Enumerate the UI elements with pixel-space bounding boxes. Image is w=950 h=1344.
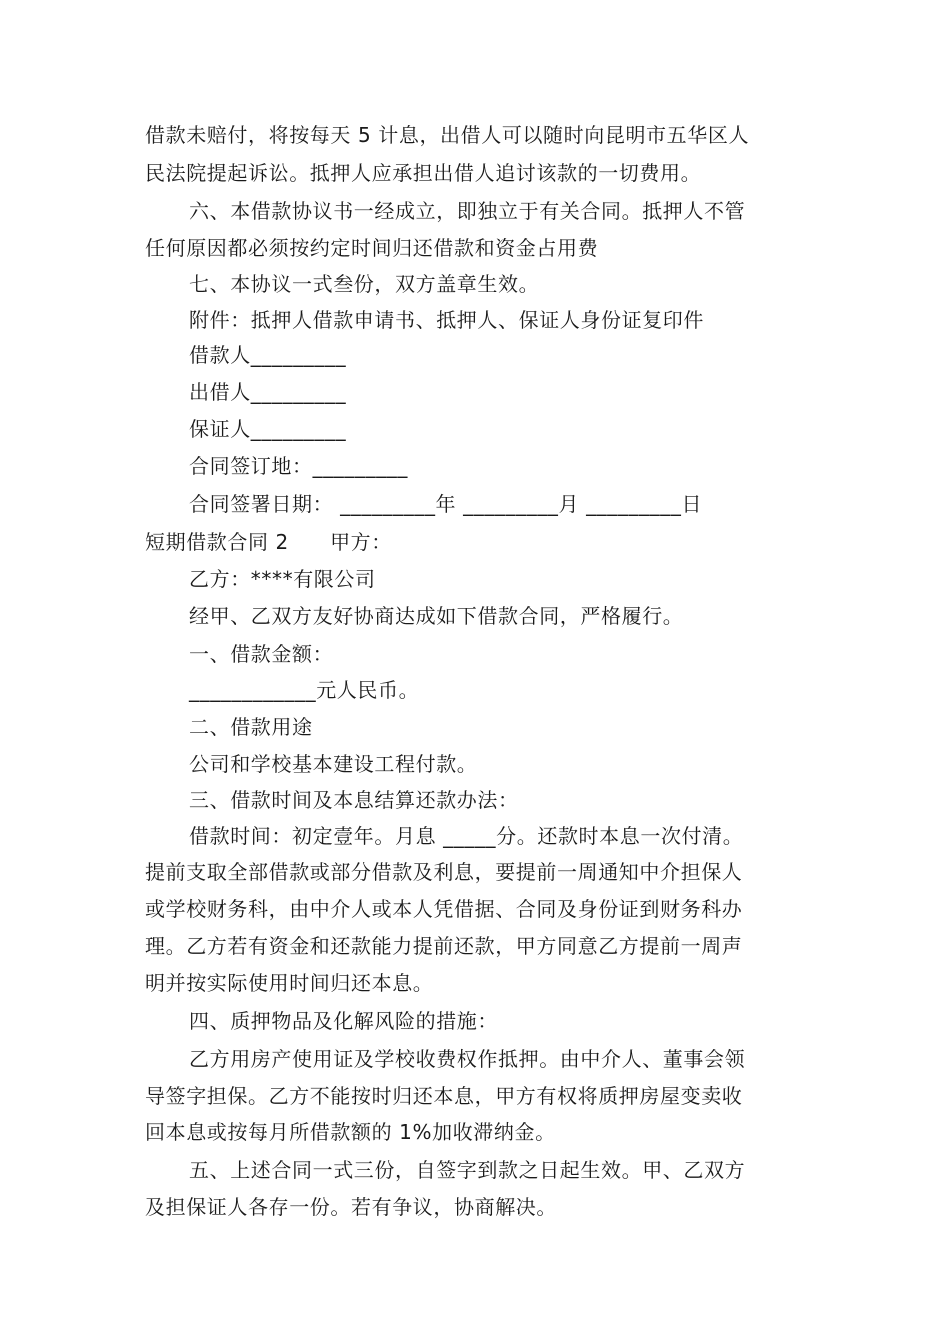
text-line: 借款未赔付，将按每天 5 计息，出借人可以随时向昆明市五华区人 bbox=[145, 123, 750, 147]
text-line: ____________元人民币。 bbox=[189, 678, 420, 702]
section-heading: 三、借款时间及本息结算还款办法： bbox=[189, 788, 519, 812]
section-heading: 二、借款用途 bbox=[189, 715, 313, 739]
contract-title: 短期借款合同 2 甲方： bbox=[145, 530, 392, 554]
text-line: 明并按实际使用时间归还本息。 bbox=[145, 971, 434, 995]
text-line: 回本息或按每月所借款额的 1%加收滞纳金。 bbox=[145, 1120, 556, 1144]
text-line: 六、本借款协议书一经成立，即独立于有关合同。抵押人不管 bbox=[189, 199, 746, 223]
section-heading: 一、借款金额： bbox=[189, 642, 334, 666]
text-line: 导签字担保。乙方不能按时归还本息，甲方有权将质押房屋变卖收 bbox=[145, 1084, 743, 1108]
text-line: 任何原因都必须按约定时间归还借款和资金占用费 bbox=[145, 236, 599, 260]
text-line: 乙方用房产使用证及学校收费权作抵押。由中介人、董事会领 bbox=[189, 1047, 746, 1071]
text-line: 及担保证人各存一份。若有争议，协商解决。 bbox=[145, 1195, 557, 1219]
text-line: 五、上述合同一式三份，自签字到款之日起生效。甲、乙双方 bbox=[189, 1158, 746, 1182]
signing-place-line: 合同签订地：_________ bbox=[189, 454, 408, 478]
signature-line-guarantor: 保证人_________ bbox=[189, 417, 347, 441]
text-line: 附件：抵押人借款申请书、抵押人、保证人身份证复印件 bbox=[189, 308, 704, 332]
text-line: 借款时间：初定壹年。月息 _____分。还款时本息一次付清。 bbox=[189, 824, 744, 848]
text-line: 乙方：****有限公司 bbox=[189, 567, 376, 591]
text-line: 经甲、乙双方友好协商达成如下借款合同，严格履行。 bbox=[189, 604, 684, 628]
signature-line-borrower: 借款人_________ bbox=[189, 343, 347, 367]
text-line: 提前支取全部借款或部分借款及利息，要提前一周通知中介担保人 bbox=[145, 860, 743, 884]
text-line: 民法院提起诉讼。抵押人应承担出借人追讨该款的一切费用。 bbox=[145, 161, 702, 185]
text-line: 理。乙方若有资金和还款能力提前还款，甲方同意乙方提前一周声 bbox=[145, 934, 743, 958]
signature-line-lender: 出借人_________ bbox=[189, 380, 347, 404]
section-heading: 四、质押物品及化解风险的措施： bbox=[189, 1009, 498, 1033]
text-line: 公司和学校基本建设工程付款。 bbox=[189, 752, 478, 776]
signing-date-line: 合同签署日期： _________年 _________月 _________日 bbox=[189, 492, 703, 516]
text-line: 七、本协议一式叁份，双方盖章生效。 bbox=[189, 272, 540, 296]
text-line: 或学校财务科，由中介人或本人凭借据、合同及身份证到财务科办 bbox=[145, 897, 743, 921]
